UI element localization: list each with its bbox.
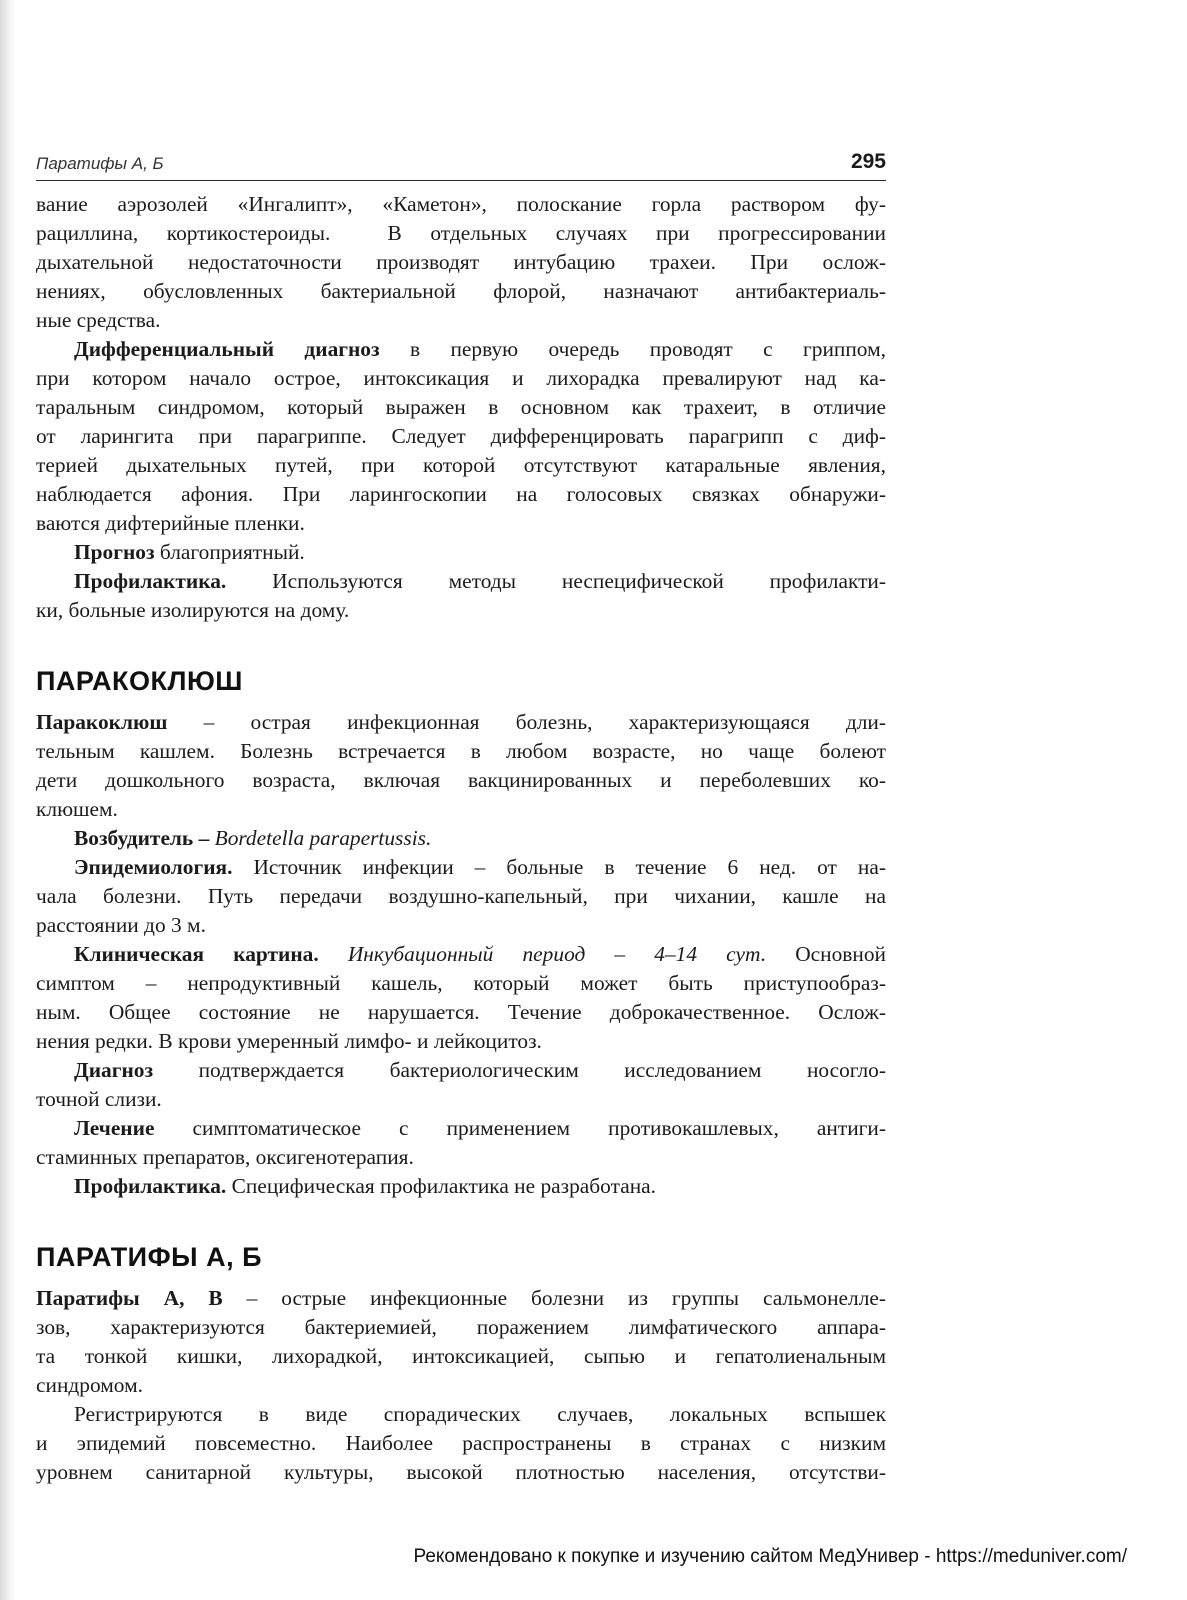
paragraph-term: Диагноз xyxy=(74,1058,154,1082)
text-line: синдромом. xyxy=(36,1373,143,1397)
text-line: таральным синдромом, который выражен в основном как трахеит, в отличие xyxy=(36,395,886,419)
running-header xyxy=(36,150,886,181)
text-line: Специфическая профилактика не разработана. xyxy=(226,1174,656,1198)
text-line: уровнем санитарной культуры, высокой плотностью населения, отсутстви- xyxy=(36,1460,886,1484)
text-line: та тонкой кишки, лихорадкой, интоксикацией, сыпью и гепатолиенальным xyxy=(36,1344,886,1368)
text-line: рациллина, кортикостероиды. В отдельных случаях при прогрессировании xyxy=(36,221,886,245)
parapertussis-prophylaxis-paragraph xyxy=(36,1172,886,1201)
text-line: в первую очередь проводят с гриппом, xyxy=(379,337,886,361)
text-line: и эпидемий повсеместно. Наиболее распространены в странах с низким xyxy=(36,1431,886,1455)
text-line: клюшем. xyxy=(36,797,118,821)
pathogen-paragraph xyxy=(36,824,886,853)
text-line: зов, характеризуются бактериемией, поражением лимфатического аппара- xyxy=(36,1315,886,1339)
text-line: симптоматическое с применением противокашлевых, антиги- xyxy=(154,1116,886,1140)
text-line: тельным кашлем. Болезнь встречается в любом возрасте, но чаще болеют xyxy=(36,739,886,763)
text-line: ным. Общее состояние не нарушается. Течение доброкачественное. Ослож- xyxy=(36,1000,886,1024)
text-line: – острая инфекционная болезнь, характеризующаяся дли- xyxy=(167,710,886,734)
paragraph-term: Возбудитель – xyxy=(74,826,210,850)
text-line: Источник инфекции – больные в течение 6 нед. от на- xyxy=(232,855,886,879)
text-line: Основной xyxy=(766,942,887,966)
text-line: ваются дифтерийные пленки. xyxy=(36,511,305,535)
paratyphoid-spread-paragraph xyxy=(36,1400,886,1487)
incubation-period: Инкубационный период – 4–14 сут. xyxy=(318,942,767,966)
text-line: нениях, обусловленных бактериальной флорой, назначают антибактериаль- xyxy=(36,279,886,303)
text-line: ные средства. xyxy=(36,308,161,332)
text-line: при котором начало острое, интоксикация и лихорадка превалируют над ка- xyxy=(36,366,886,390)
text-line: чала болезни. Путь передачи воздушно-капельный, при чихании, кашле на xyxy=(36,884,886,908)
text-line: терией дыхательных путей, при которой отсутствуют катаральные явления, xyxy=(36,453,886,477)
text-line: подтверждается бактериологическим исследованием носогло- xyxy=(153,1058,886,1082)
text-line: наблюдается афония. При ларингоскопии на голосовых связках обнаружи- xyxy=(36,482,886,506)
paragraph-term: Дифференциальный диагноз xyxy=(74,337,380,361)
text-line: Используются методы неспецифической профилакти- xyxy=(226,569,886,593)
section-heading-paratyphoid: ПАРАТИФЫ А, Б xyxy=(36,1242,262,1272)
text-line: – острые инфекционные болезни из группы сальмонелле- xyxy=(222,1286,887,1310)
pathogen-name: Bordetella parapertussis. xyxy=(209,826,432,850)
page-number: 295 xyxy=(850,150,886,173)
page-body xyxy=(36,190,886,1487)
paragraph-term: Прогноз xyxy=(74,540,155,564)
prophylaxis-paragraph xyxy=(36,567,886,625)
text-line: Регистрируются в виде спорадических случаев, локальных вспышек xyxy=(74,1402,886,1426)
paragraph-term: Паракоклюш xyxy=(36,710,168,734)
prognosis-paragraph xyxy=(36,538,886,567)
epidemiology-paragraph xyxy=(36,853,886,940)
text-line: вание аэрозолей «Ингалипт», «Каметон», полоскание горла раствором фу- xyxy=(36,192,886,216)
text-line: дети дошкольного возраста, включая вакцинированных и переболевших ко- xyxy=(36,768,886,792)
text-line: симптом – непродуктивный кашель, который может быть приступообраз- xyxy=(36,971,886,995)
text-line: дыхательной недостаточности производят интубацию трахеи. При ослож- xyxy=(36,250,886,274)
running-header-title: Паратифы А, Б xyxy=(36,154,164,173)
treatment-paragraph xyxy=(36,1114,886,1172)
paragraph-term: Клиническая картина. xyxy=(74,942,319,966)
text-line: стаминных препаратов, оксигенотерапия. xyxy=(36,1145,414,1169)
text-line: от ларингита при парагриппе. Следует дифференцировать парагрипп с диф- xyxy=(36,424,886,448)
clinical-picture-paragraph xyxy=(36,940,886,1056)
paragraph-term: Профилактика. xyxy=(74,1174,227,1198)
text-line: благоприятный. xyxy=(154,540,305,564)
paragraph-term: Паратифы А, В xyxy=(36,1286,223,1310)
text-line: нения редки. В крови умеренный лимфо- и лейкоцитоз. xyxy=(36,1029,542,1053)
footer-watermark: Рекомендовано к покупке и изучению сайтом МедУнивер - https://meduniver.com/ xyxy=(413,1546,1127,1567)
intro-paragraph xyxy=(36,190,886,335)
diagnosis-paragraph xyxy=(36,1056,886,1114)
section-heading-parapertussis: ПАРАКОКЛЮШ xyxy=(36,666,243,696)
paragraph-term: Эпидемиология. xyxy=(74,855,233,879)
text-line: расстоянии до 3 м. xyxy=(36,913,206,937)
differential-diagnosis-paragraph xyxy=(36,335,886,538)
text-line: ки, больные изолируются на дому. xyxy=(36,598,350,622)
paratyphoid-definition xyxy=(36,1284,886,1400)
paragraph-term: Профилактика. xyxy=(74,569,227,593)
page-spine-shadow xyxy=(0,0,16,1600)
paragraph-term: Лечение xyxy=(74,1116,155,1140)
text-line: точной слизи. xyxy=(36,1087,162,1111)
parapertussis-definition xyxy=(36,708,886,824)
